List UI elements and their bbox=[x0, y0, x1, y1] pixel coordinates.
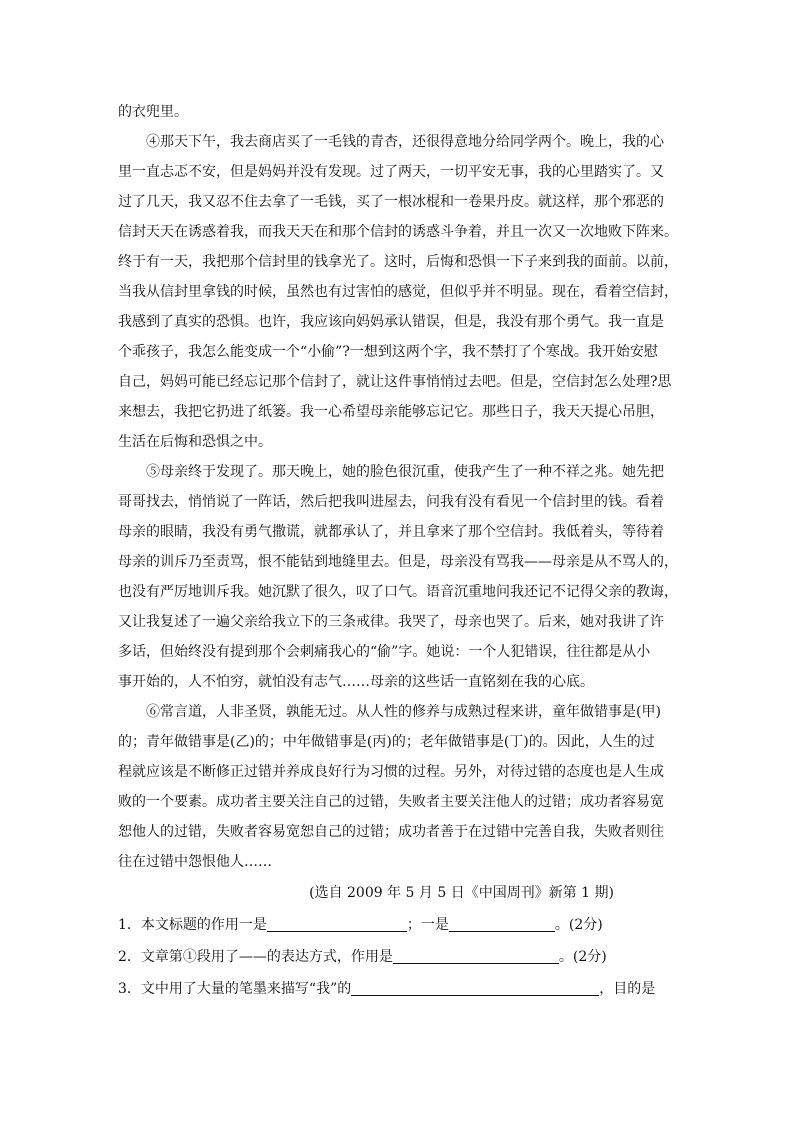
text-line: 哥哥找去，悄悄说了一阵话，然后把我叫进屋去，问我有没有看见一个信封里的钱。看着 bbox=[118, 494, 664, 510]
question-1 bbox=[118, 909, 678, 941]
document-page bbox=[118, 97, 678, 1005]
text-line: 个乖孩子，我怎么能变成一个“小偷”?一想到这两个字，我不禁打了个寒战。我开始安慰 bbox=[118, 344, 658, 360]
text-line: 多话，但始终没有提到那个会刺痛我心的“偷”字。她说：一个人犯错误，往往都是从小 bbox=[118, 644, 651, 660]
paragraph-continuation bbox=[118, 97, 678, 127]
question-points: 。(2分) bbox=[558, 949, 607, 965]
text-line: 的衣兜里。 bbox=[118, 104, 188, 120]
paragraph-4 bbox=[118, 127, 678, 457]
question-text: 3．文中用了大量的笔墨来描写“我”的 bbox=[118, 981, 352, 997]
text-line: 生活在后悔和恐惧之中。 bbox=[118, 434, 272, 450]
text-line: 恕他人的过错，失败者容易宽恕自己的过错；成功者善于在过错中完善自我，失败者则往 bbox=[118, 824, 664, 840]
answer-blank[interactable] bbox=[267, 915, 407, 932]
text-line: ⑤母亲终于发现了。那天晚上，她的脸色很沉重，使我产生了一种不祥之兆。她先把 bbox=[146, 464, 664, 480]
question-points: 。(2分) bbox=[554, 917, 603, 933]
text-line: 事开始的，人不怕穷，就怕没有志气……母亲的这些话一直铭刻在我的心底。 bbox=[118, 674, 594, 690]
text-line: ④那天下午，我去商店买了一毛钱的青杏，还很得意地分给同学两个。晚上，我的心 bbox=[146, 134, 664, 150]
question-text: 2．文章第①段用了——的表达方式，作用是 bbox=[118, 949, 393, 965]
text-line: 信封天天在诱惑着我，而我天天在和那个信封的诱惑斗争着，并且一次又一次地败下阵来。 bbox=[118, 224, 678, 240]
questions bbox=[118, 909, 678, 1005]
paragraph-5 bbox=[118, 457, 678, 697]
answer-blank[interactable] bbox=[449, 915, 555, 932]
text-line: 往在过错中怨恨他人…… bbox=[118, 854, 272, 870]
text-line: 败的一个要素。成功者主要关注自己的过错，失败者主要关注他人的过错；成功者容易宽 bbox=[118, 794, 664, 810]
text-line: 母亲的眼睛，我没有勇气撒谎，就都承认了，并且拿来了那个空信封。我低着头，等待着 bbox=[118, 524, 664, 540]
text-line: 也没有严厉地训斥我。她沉默了很久，叹了口气。语音沉重地问我还记不记得父亲的教诲， bbox=[118, 584, 678, 600]
text-line: 又让我复述了一遍父亲给我立下的三条戒律。我哭了，母亲也哭了。后来，她对我讲了许 bbox=[118, 614, 664, 630]
text-line: 自己，妈妈可能已经忘记那个信封了，就让这件事悄悄过去吧。但是，空信封怎么处理?思 bbox=[118, 374, 672, 390]
text-line: 过了几天，我又忍不住去拿了一毛钱，买了一根冰棍和一卷果丹皮。就这样，那个邪恶的 bbox=[118, 194, 664, 210]
source-citation: (选自 2009 年 5 月 5 日《中国周刊》新第 1 期) bbox=[309, 885, 614, 901]
text-line: 母亲的训斥乃至责骂，恨不能钻到地缝里去。但是，母亲没有骂我——母亲是从不骂人的， bbox=[118, 554, 678, 570]
question-text: ，目的是 bbox=[599, 981, 656, 997]
question-text: 1．本文标题的作用一是 bbox=[118, 917, 267, 933]
text-line: 当我从信封里拿钱的时候，虽然也有过害怕的感觉，但似乎并不明显。现在，看着空信封， bbox=[118, 284, 678, 300]
paragraph-6 bbox=[118, 697, 678, 877]
answer-blank[interactable] bbox=[351, 979, 599, 996]
text-line: 来想去，我把它扔进了纸篓。我一心希望母亲能够忘记它。那些日子，我天天提心吊胆， bbox=[118, 404, 664, 420]
text-line: 里一直忐忑不安，但是妈妈并没有发现。过了两天，一切平安无事，我的心里踏实了。又 bbox=[118, 164, 664, 180]
text-line: 程就应该是不断修正过错并养成良好行为习惯的过程。另外，对待过错的态度也是人生成 bbox=[118, 764, 664, 780]
text-line: 我感到了真实的恐惧。也许，我应该向妈妈承认错误，但是，我没有那个勇气。我一直是 bbox=[118, 314, 664, 330]
question-3 bbox=[118, 973, 678, 1005]
answer-blank[interactable] bbox=[393, 947, 559, 964]
text-line: 的；青年做错事是(乙)的；中年做错事是(丙)的；老年做错事是(丁)的。因此，人生的过 bbox=[118, 734, 655, 750]
text-line: 终于有一天，我把那个信封里的钱拿光了。这时，后悔和恐惧一下子来到我的面前。以前， bbox=[118, 254, 678, 270]
question-text: ；一是 bbox=[406, 917, 449, 933]
question-2 bbox=[118, 941, 678, 973]
text-line: ⑥常言道，人非圣贤，孰能无过。从人性的修养与成熟过程来讲，童年做错事是(甲) bbox=[146, 704, 661, 720]
